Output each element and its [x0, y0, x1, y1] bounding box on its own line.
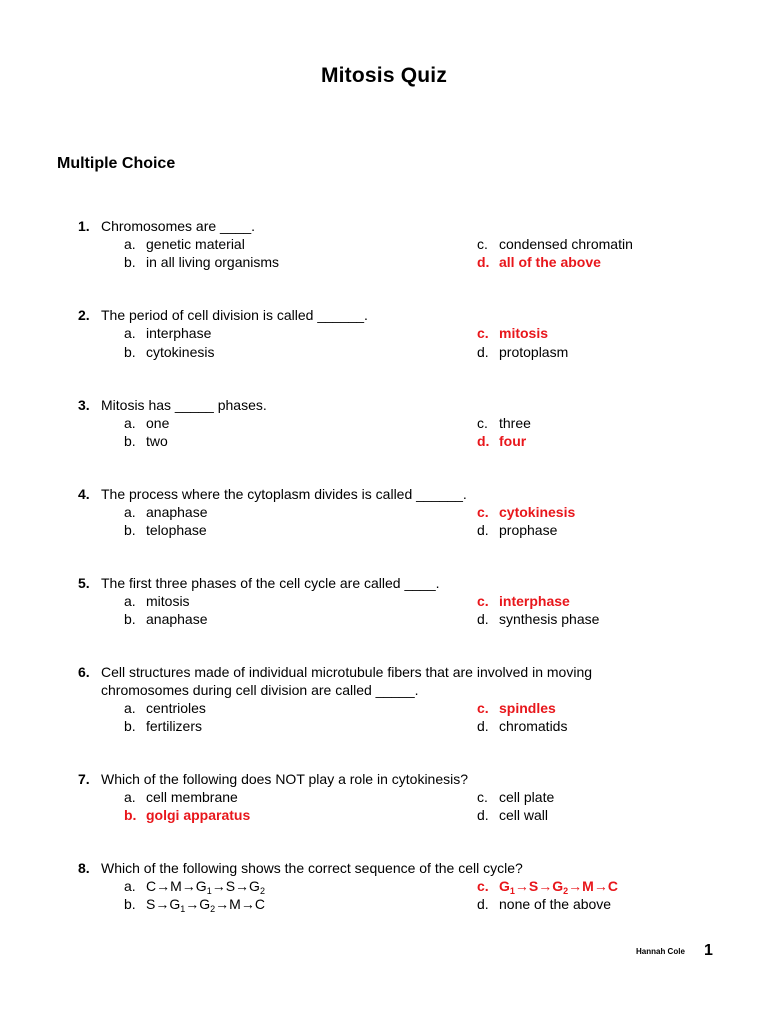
option-c-correct: c. $G_1\to S\to G_2\to M\to C$	[477, 878, 618, 896]
section-heading: Multiple Choice	[57, 155, 176, 172]
question-text: The period of cell division is called ______.	[101, 307, 368, 323]
option-d-correct: d. all of the above	[477, 254, 601, 270]
option-b-correct: b. golgi apparatus	[124, 807, 251, 823]
option-a: a. interphase	[124, 325, 212, 341]
option-b: b. in all living organisms	[124, 254, 280, 270]
option-a: a. mitosis	[124, 593, 190, 609]
option-d: d. cell wall	[477, 807, 549, 823]
author-name: Hannah Cole	[636, 947, 685, 956]
question-number: 6.	[78, 664, 90, 680]
question-number: 5.	[78, 575, 90, 591]
option-d: d. prophase	[477, 522, 558, 538]
option-d-correct: d. four	[477, 433, 527, 449]
question-text: The process where the cytoplasm divides is called ______.	[101, 486, 467, 502]
option-c: c. cell plate	[477, 789, 555, 805]
option-d: d. chromatids	[477, 718, 568, 734]
option-c-correct: c. cytokinesis	[477, 504, 576, 520]
question-text: The first three phases of the cell cycle are called ____.	[101, 575, 440, 591]
question-number: 1.	[78, 218, 90, 234]
option-c: c. condensed chromatin	[477, 236, 633, 252]
option-a: a. $C\to M\to G_1\to S\to G_2$	[124, 878, 265, 896]
page-number: 1	[704, 942, 713, 959]
option-d: d. none of the above	[477, 896, 612, 912]
option-d: d. synthesis phase	[477, 611, 600, 627]
option-b: b. $S\to G_1\to G_2\to M\to C$	[124, 896, 265, 914]
option-c-correct: c. spindles	[477, 700, 556, 716]
option-b: b. fertilizers	[124, 718, 203, 734]
option-b: b. telophase	[124, 522, 207, 538]
option-c: c. three	[477, 415, 531, 431]
question-text: Chromosomes are ____.	[101, 218, 256, 234]
quiz-title: Mitosis Quiz	[320, 64, 448, 87]
option-a: a. one	[124, 415, 170, 431]
question-text: Cell structures made of individual microtubule fibers that are involved in moving chromosomes during cell division are called _____.	[101, 664, 593, 698]
option-b: b. anaphase	[124, 611, 208, 627]
option-c-correct: c. interphase	[477, 593, 570, 609]
question-number: 4.	[78, 486, 90, 502]
question-number: 2.	[78, 307, 90, 323]
question-text: Mitosis has _____ phases.	[101, 397, 267, 413]
question-number: 7.	[78, 771, 90, 787]
question-text: Which of the following does NOT play a role in cytokinesis?	[101, 771, 469, 787]
option-b: b. two	[124, 433, 168, 449]
option-c-correct: c. mitosis	[477, 325, 549, 341]
option-a: a. centrioles	[124, 700, 206, 716]
option-a: a. cell membrane	[124, 789, 238, 805]
question-number: 8.	[78, 860, 90, 876]
question-text: Which of the following shows the correct sequence of the cell cycle?	[101, 860, 523, 876]
question-number: 3.	[78, 397, 90, 413]
option-d: d. protoplasm	[477, 344, 569, 360]
option-a: a. anaphase	[124, 504, 208, 520]
option-a: a. genetic material	[124, 236, 245, 252]
option-b: b. cytokinesis	[124, 344, 215, 360]
